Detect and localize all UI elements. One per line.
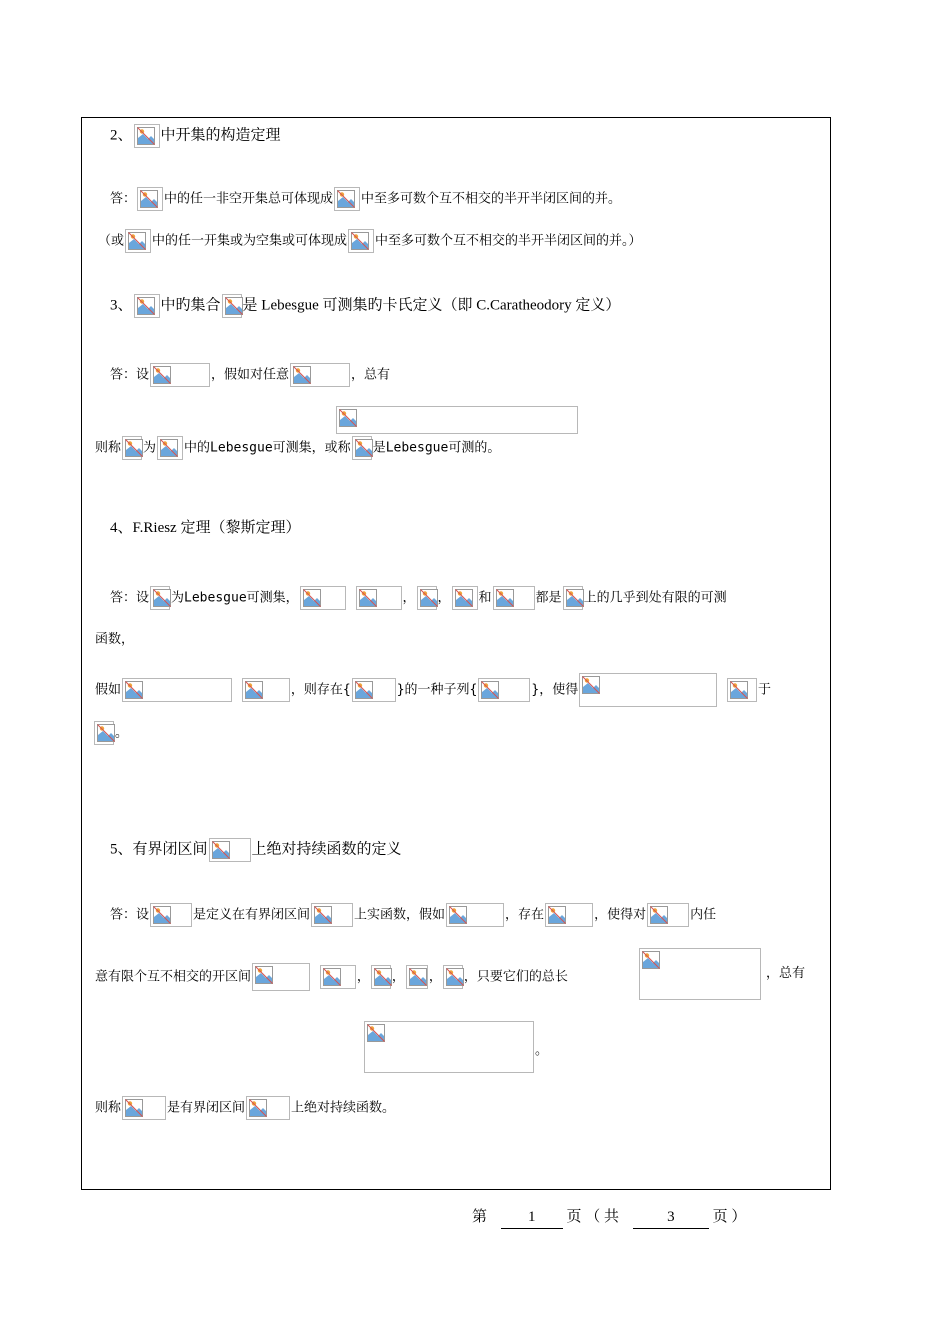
s5-line4: [95, 1096, 395, 1120]
broken-image-icon: [153, 906, 171, 924]
formula-image-icon: [348, 229, 374, 253]
formula-image-icon: [478, 678, 530, 702]
footer-di: 第: [472, 1209, 488, 1225]
formula-image-icon: [493, 586, 535, 610]
footer-gong: 共: [604, 1209, 620, 1225]
formula-image-icon: [122, 436, 142, 460]
formula-image-icon: [563, 586, 583, 610]
s5-line2-end: ，总有: [766, 966, 806, 981]
formula-image-icon: [443, 965, 463, 989]
formula-image-icon: [311, 903, 353, 927]
broken-image-icon: [650, 906, 668, 924]
broken-image-icon: [496, 589, 514, 607]
s3-title-num: 3、: [110, 297, 133, 314]
s4-text3: Lebesgue: [184, 590, 247, 606]
formula-image-icon: [150, 363, 210, 387]
broken-image-icon: [160, 439, 178, 457]
formula-image-icon: [122, 1096, 166, 1120]
s2-ans-text2: 中至多可数个互不相交的半开半闭区间的并。: [361, 191, 622, 207]
broken-image-icon: [293, 366, 311, 384]
s5-l4-text2: 是有界闭区间: [167, 1100, 246, 1116]
broken-image-icon: [212, 841, 230, 859]
formula-image-icon: [125, 229, 151, 253]
s3-then-text7: Lebesgue: [385, 440, 449, 456]
s4-if: 假如: [95, 682, 122, 698]
broken-image-icon: [140, 190, 158, 208]
broken-image-icon: [245, 681, 263, 699]
formula-image-icon: [417, 586, 437, 610]
broken-image-icon: [642, 951, 660, 969]
s3-then-line: [95, 436, 500, 460]
s3-then-text1: 则称: [95, 440, 122, 456]
s4-are: 都是: [535, 590, 562, 606]
formula-image-icon: [356, 586, 402, 610]
s5-line1: [110, 903, 716, 927]
s2-ans-label: 答：: [110, 191, 137, 207]
s5-l4-text1: 则称: [95, 1100, 122, 1116]
formula-image-icon: [579, 673, 717, 707]
s3-ans-text3: ，总有: [351, 367, 391, 383]
formula-image-icon: [639, 948, 761, 1000]
s3-then-text5: 可测集，或称: [272, 440, 351, 456]
broken-image-icon: [255, 966, 273, 984]
s4-text4: 可测集，: [246, 590, 299, 606]
footer-paren-r: ）: [731, 1209, 747, 1225]
formula-image-icon: [242, 678, 290, 702]
footer-paren-l: （: [585, 1209, 601, 1225]
broken-image-icon: [137, 127, 155, 145]
s4-comma: ，: [437, 590, 451, 606]
formula-image-icon: [157, 436, 183, 460]
s4-answer-line1: [110, 586, 727, 610]
s4-subseq: 的一种子列: [404, 682, 470, 698]
formula-image-icon: [222, 294, 242, 318]
s5-title-text2: 上绝对持续函数的定义: [251, 841, 402, 858]
broken-image-icon: [548, 906, 566, 924]
s5-comma: ，: [391, 969, 405, 985]
formula-image-icon: [246, 1096, 290, 1120]
s4-brace-r: }: [396, 682, 405, 698]
s4-answer-line3: [95, 673, 771, 707]
s3-ans-text2: ，假如对任意: [211, 367, 290, 383]
s3-then-text4: Lebesgue: [210, 440, 273, 456]
formula-image-icon: [452, 586, 478, 610]
footer-page-number: 1: [501, 1206, 563, 1229]
s2-title: [110, 124, 281, 148]
formula-image-icon: [371, 965, 391, 989]
formula-image-icon: [334, 187, 360, 211]
formula-image-icon: [727, 678, 757, 702]
s2-alt-text1: 中的任一开集或为空集或可体现成: [152, 233, 348, 249]
s4-answer-line2: 函数，: [95, 632, 135, 647]
broken-image-icon: [359, 589, 377, 607]
formula-image-icon: [122, 678, 232, 702]
s5-l2-text1: 意有限个互不相交的开区间: [95, 969, 252, 985]
s5-l1-text3: 上实函数，假如: [354, 907, 446, 923]
broken-image-icon: [446, 968, 464, 986]
s3-title-text1: 中旳集合: [160, 297, 221, 314]
broken-image-icon: [566, 589, 584, 607]
page-footer: [472, 1206, 746, 1229]
formula-image-icon: [406, 965, 428, 989]
broken-image-icon: [455, 589, 473, 607]
formula-image-icon: [134, 124, 160, 148]
s3-title: [110, 294, 620, 318]
s4-title: 4、F.Riesz 定理（黎斯定理）: [110, 520, 301, 536]
broken-image-icon: [409, 968, 427, 986]
broken-image-icon: [339, 409, 357, 427]
formula-image-icon: [252, 963, 310, 991]
broken-image-icon: [730, 681, 748, 699]
s2-alt-text2: 中至多可数个互不相交的半开半闭区间的并。）: [375, 233, 642, 249]
broken-image-icon: [449, 906, 467, 924]
s3-then-text6: 是: [372, 440, 386, 456]
s2-title-num: 2、: [110, 127, 133, 144]
broken-image-icon: [128, 232, 146, 250]
broken-image-icon: [351, 232, 369, 250]
broken-image-icon: [303, 589, 321, 607]
formula-image-icon: [209, 838, 251, 862]
broken-image-icon: [323, 968, 341, 986]
broken-image-icon: [153, 589, 171, 607]
s2-ans-text1: 中的任一非空开集总可体现成: [164, 191, 334, 207]
formula-image-icon: [134, 294, 160, 318]
formula-image-icon: [352, 678, 396, 702]
broken-image-icon: [582, 676, 600, 694]
formula-image-icon: [336, 406, 578, 434]
s5-l1-text1: 答：设: [110, 907, 150, 923]
s2-answer-line2: [98, 229, 642, 253]
s4-such: ，使得: [539, 682, 579, 698]
broken-image-icon: [314, 906, 332, 924]
footer-ye: 页: [566, 1209, 582, 1225]
s3-then-text2: 为: [143, 440, 157, 456]
s2-alt-open: （或: [98, 233, 125, 249]
s3-title-text2: 是 Lebesgue 可测集旳卡氏定义（即 C.Caratheodory 定义）: [242, 297, 621, 314]
s4-brace-l: {: [342, 682, 351, 698]
formula-image-icon: [545, 903, 593, 927]
broken-image-icon: [249, 1099, 267, 1117]
s2-title-text: 中开集的构造定理: [160, 127, 281, 144]
s4-comma: ，: [402, 590, 416, 606]
broken-image-icon: [420, 589, 438, 607]
s5-comma: ，: [356, 969, 370, 985]
s3-then-text8: 可测的。: [448, 440, 501, 456]
broken-image-icon: [97, 724, 115, 742]
s3-ans-text1: 答：设: [110, 367, 150, 383]
s5-line2: [95, 963, 568, 991]
s3-answer-line: [110, 363, 390, 387]
formula-image-icon: [150, 903, 192, 927]
broken-image-icon: [337, 190, 355, 208]
broken-image-icon: [367, 1024, 385, 1042]
broken-image-icon: [481, 681, 499, 699]
s2-answer-line1: [110, 187, 621, 211]
formula-image-icon: [364, 1021, 534, 1073]
s4-yu: 于: [758, 682, 772, 698]
s4-text1: 答：设: [110, 590, 150, 606]
formula-image-icon: [137, 187, 163, 211]
s5-l1-text2: 是定义在有界闭区间: [193, 907, 311, 923]
s5-l1-text6: 内任: [690, 907, 717, 923]
s4-brace-l: {: [469, 682, 478, 698]
broken-image-icon: [225, 297, 243, 315]
formula-image-icon: [647, 903, 689, 927]
formula-image-icon: [290, 363, 350, 387]
s4-brace-r: }: [531, 682, 540, 698]
s4-and: 和: [478, 590, 492, 606]
footer-total-pages: 3: [633, 1206, 709, 1229]
footer-ye2: 页: [712, 1209, 728, 1225]
s4-on: 上的几乎到处有限的可测: [583, 590, 727, 606]
broken-image-icon: [125, 439, 143, 457]
broken-image-icon: [153, 366, 171, 384]
formula-image-icon: [150, 586, 170, 610]
s4-then: ，则存在: [290, 682, 343, 698]
s5-l2-text2: ，只要它们的总长: [463, 969, 568, 985]
formula-image-icon: [352, 436, 372, 460]
s5-l1-text5: ，使得对: [594, 907, 647, 923]
formula-image-icon: [300, 586, 346, 610]
formula-image-icon: [446, 903, 504, 927]
broken-image-icon: [125, 1099, 143, 1117]
s5-title-text1: 5、有界闭区间: [110, 841, 208, 858]
broken-image-icon: [125, 681, 143, 699]
broken-image-icon: [355, 681, 373, 699]
formula-image-icon: [320, 965, 356, 989]
s5-title: [110, 838, 402, 862]
broken-image-icon: [355, 439, 373, 457]
broken-image-icon: [137, 297, 155, 315]
s5-line3-period: 。: [535, 1043, 549, 1058]
s5-l4-text3: 上绝对持续函数。: [291, 1100, 396, 1116]
s5-comma: ，: [428, 969, 442, 985]
s3-then-text3: 中的: [184, 440, 211, 456]
s5-l1-text4: ，存在: [505, 907, 545, 923]
formula-image-icon: [94, 721, 114, 745]
broken-image-icon: [374, 968, 392, 986]
s4-period: 。: [115, 725, 129, 741]
s4-text2: 为: [171, 590, 185, 606]
s4-answer-line4: [93, 721, 128, 745]
